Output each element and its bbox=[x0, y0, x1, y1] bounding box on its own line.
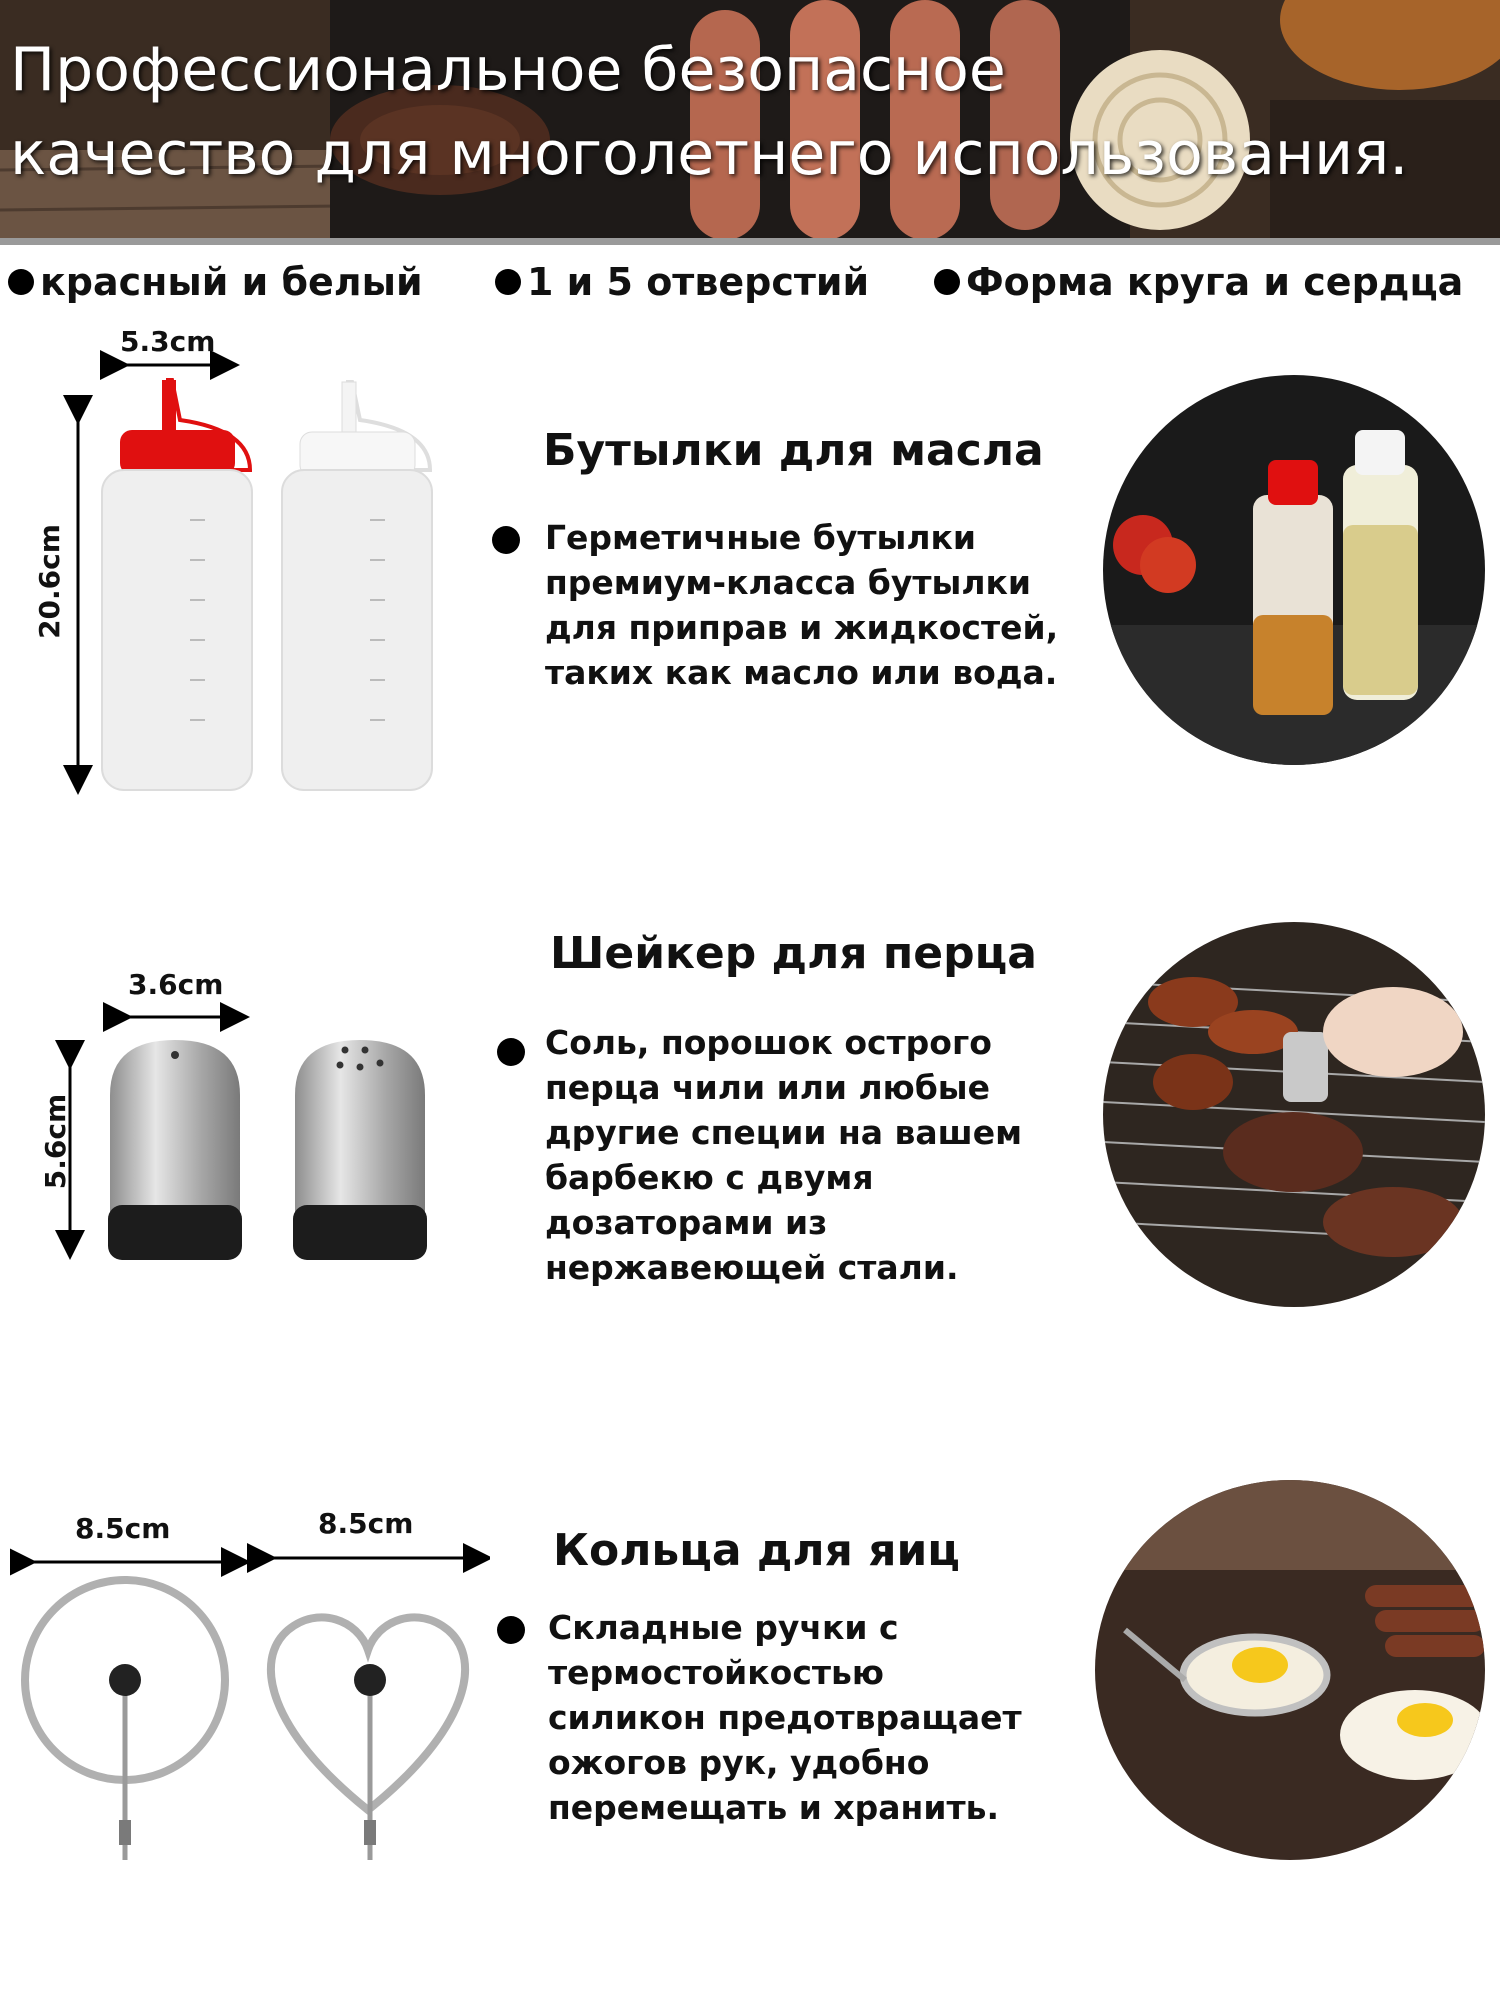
bullet-dot-icon bbox=[492, 526, 520, 554]
height-dimension-label: 20.6cm bbox=[32, 524, 66, 639]
pepper-shakers-image bbox=[40, 995, 460, 1285]
width-dimension-label: 8.5cm bbox=[318, 1507, 414, 1540]
bullet-dot-icon bbox=[934, 269, 960, 295]
oil-bottles-photo bbox=[1103, 375, 1485, 765]
egg-rings-photo bbox=[1095, 1480, 1485, 1860]
height-dimension-label: 5.6cm bbox=[39, 1093, 73, 1190]
feature-label: 1 и 5 отверстий bbox=[527, 260, 870, 304]
squeeze-bottles-image bbox=[20, 320, 480, 820]
width-dimension-label: 3.6cm bbox=[128, 968, 224, 1001]
width-dimension-label: 8.5cm bbox=[75, 1512, 171, 1545]
feature-item bbox=[8, 260, 423, 304]
bullet-dot-icon bbox=[497, 1038, 525, 1066]
feature-label: Форма круга и сердца bbox=[966, 260, 1464, 304]
bullet-dot-icon bbox=[8, 269, 34, 295]
section-title: Бутылки для масла bbox=[543, 425, 1044, 476]
bullet-dot-icon bbox=[497, 1616, 525, 1644]
feature-item bbox=[934, 260, 1463, 304]
feature-item bbox=[495, 260, 869, 304]
grill-seasoning-photo bbox=[1103, 922, 1485, 1307]
banner-title: Профессиональное безопасное качество для многолетнего использования. bbox=[10, 35, 1409, 189]
section-title: Шейкер для перца bbox=[550, 928, 1037, 979]
width-dimension-label: 5.3cm bbox=[120, 325, 216, 358]
section-description: Складные ручки с термостойкостью силикон предотвращает ожогов рук, удобно перемещать и хранить. bbox=[548, 1608, 1022, 1827]
section-description: Герметичные бутылки премиум-класса бутылки для приправ и жидкостей, таких как масло или вода. bbox=[545, 518, 1059, 692]
hero-banner bbox=[0, 0, 1500, 245]
feature-label: красный и белый bbox=[40, 260, 423, 304]
egg-rings-image bbox=[10, 1540, 490, 1880]
feature-list bbox=[0, 260, 1500, 320]
section-description: Соль, порошок острого перца чили или любые другие специи на вашем барбекю с двумя дозаторами из нержавеющей стали. bbox=[545, 1023, 1023, 1287]
bullet-dot-icon bbox=[495, 269, 521, 295]
section-title: Кольца для яиц bbox=[553, 1525, 960, 1576]
